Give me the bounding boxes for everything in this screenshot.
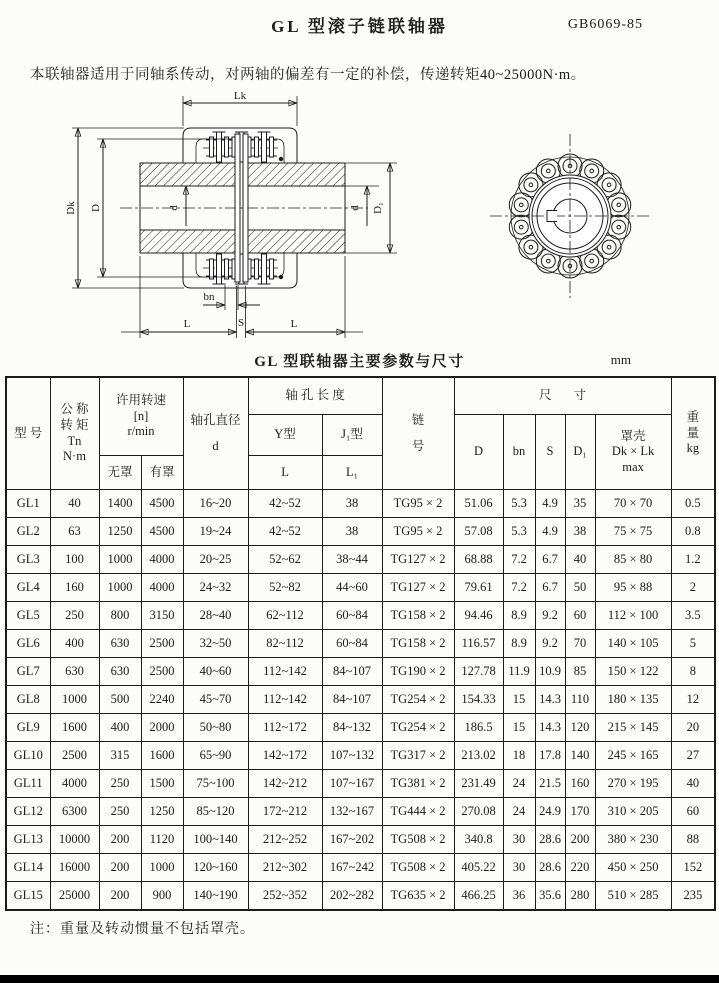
table-cell: 1600 [141, 742, 183, 770]
table-cell: 5.3 [503, 490, 535, 518]
table-row [6, 714, 715, 742]
col-header-bore: 轴孔直径 d [183, 377, 248, 490]
table-cell: 40 [671, 770, 715, 798]
table-cell: 15 [503, 714, 535, 742]
table-cell: 250 [99, 798, 141, 826]
table-cell: 200 [99, 882, 141, 911]
table-cell: 15 [503, 686, 535, 714]
table-cell: 6300 [50, 798, 99, 826]
table-cell: 405.22 [454, 854, 503, 882]
table-cell: 100~140 [183, 826, 248, 854]
table-cell: 400 [50, 630, 99, 658]
table-cell: 510 × 285 [595, 882, 671, 911]
table-cell: 20~25 [183, 546, 248, 574]
table-cell: TG444 × 2 [382, 798, 454, 826]
table-cell: 4.9 [535, 490, 565, 518]
table-cell: 57.08 [454, 518, 503, 546]
dim-label-d-right: d [349, 205, 361, 211]
dim-label-bn: bn [203, 291, 215, 303]
table-cell: GL3 [6, 546, 50, 574]
table-cell: 44~60 [322, 574, 382, 602]
col-header-bn: bn [503, 415, 535, 490]
standard-code: GB6069-85 [567, 17, 643, 32]
table-cell: 500 [99, 686, 141, 714]
table-cell: 630 [50, 658, 99, 686]
table-cell: 0.8 [671, 518, 715, 546]
table-cell: 84~132 [322, 714, 382, 742]
col-header-model: 型 号 [6, 377, 50, 490]
table-cell: 107~167 [322, 770, 382, 798]
table-cell: 94.46 [454, 602, 503, 630]
table-cell: 167~242 [322, 854, 382, 882]
col-header-L1: L₁ [322, 456, 382, 490]
table-cell: 52~82 [248, 574, 322, 602]
table-cell: 32~50 [183, 630, 248, 658]
table-row [6, 630, 715, 658]
table-cell: 8.9 [503, 602, 535, 630]
table-cell: 630 [99, 630, 141, 658]
table-cell: 4500 [141, 490, 183, 518]
dim-label-l-right: L [290, 318, 298, 330]
table-cell: 2000 [141, 714, 183, 742]
table-cell: 200 [99, 826, 141, 854]
table-cell: 252~352 [248, 882, 322, 911]
table-cell: 70 × 70 [595, 490, 671, 518]
table-row [6, 490, 715, 518]
table-cell: 85 [565, 658, 595, 686]
table-cell: 82~112 [248, 630, 322, 658]
parameters-table [5, 376, 716, 911]
table-cell: 112~142 [248, 686, 322, 714]
col-header-dims: 尺寸 [454, 377, 671, 415]
chain-links-bottom [210, 254, 274, 284]
table-cell: 2240 [141, 686, 183, 714]
table-cell: 100 [50, 546, 99, 574]
table-cell: TG254 × 2 [382, 686, 454, 714]
table-cell: TG190 × 2 [382, 658, 454, 686]
table-cell: 1120 [141, 826, 183, 854]
table-cell: 1400 [99, 490, 141, 518]
table-cell: 51.06 [454, 490, 503, 518]
table-cell: 132~167 [322, 798, 382, 826]
table-cell: 10.9 [535, 658, 565, 686]
table-cell: 186.5 [454, 714, 503, 742]
table-cell: 310 × 205 [595, 798, 671, 826]
table-cell: TG127 × 2 [382, 574, 454, 602]
table-cell: TG158 × 2 [382, 630, 454, 658]
table-cell: TG127 × 2 [382, 546, 454, 574]
table-cell: 18 [503, 742, 535, 770]
table-cell: 7.2 [503, 574, 535, 602]
col-header-j1-type: J₁型 [322, 415, 382, 456]
table-cell: 140~190 [183, 882, 248, 911]
table-cell: 24~32 [183, 574, 248, 602]
table-cell: 160 [565, 770, 595, 798]
table-cell: 35 [565, 490, 595, 518]
table-cell: 112 × 100 [595, 602, 671, 630]
col-header-with-cover: 有罩 [141, 456, 183, 490]
table-cell: TG381 × 2 [382, 770, 454, 798]
dim-label-s: S [237, 317, 245, 329]
table-cell: 60 [671, 798, 715, 826]
table-cell: 4000 [141, 546, 183, 574]
table-cell: GL9 [6, 714, 50, 742]
table-row [6, 602, 715, 630]
table-cell: 800 [99, 602, 141, 630]
table-cell: 180 × 135 [595, 686, 671, 714]
table-cell: 14.3 [535, 686, 565, 714]
table-cell: 215 × 145 [595, 714, 671, 742]
table-cell: 38~44 [322, 546, 382, 574]
table-cell: 1000 [99, 574, 141, 602]
col-header-D1: D₁ [565, 415, 595, 490]
table-cell: 170 [565, 798, 595, 826]
table-cell: 167~202 [322, 826, 382, 854]
table-row [6, 770, 715, 798]
table-cell: 200 [99, 854, 141, 882]
table-cell: 1600 [50, 714, 99, 742]
table-cell: GL7 [6, 658, 50, 686]
table-cell: TG317 × 2 [382, 742, 454, 770]
col-header-y-type: Y型 [248, 415, 322, 456]
table-cell: GL1 [6, 490, 50, 518]
table-cell: 1250 [141, 798, 183, 826]
table-cell: 200 [565, 826, 595, 854]
footnote: 注：重量及转动惯量不包括罩壳。 [30, 922, 255, 937]
table-cell: 95 × 88 [595, 574, 671, 602]
table-row [6, 658, 715, 686]
col-header-speed: 许用转速 [n] r/min [99, 377, 183, 456]
table-cell: 38 [322, 490, 382, 518]
table-cell: 84~107 [322, 686, 382, 714]
table-cell: 6.7 [535, 574, 565, 602]
table-cell: 140 × 105 [595, 630, 671, 658]
col-header-bore-length: 轴 孔 长 度 [248, 377, 382, 415]
col-header-L: L [248, 456, 322, 490]
table-cell: 154.33 [454, 686, 503, 714]
table-cell: 85~120 [183, 798, 248, 826]
col-header-S: S [535, 415, 565, 490]
table-cell: 2500 [141, 658, 183, 686]
table-cell: 68.88 [454, 546, 503, 574]
table-row [6, 518, 715, 546]
table-cell: 150 × 122 [595, 658, 671, 686]
table-cell: 466.25 [454, 882, 503, 911]
table-cell: 27 [671, 742, 715, 770]
table-cell: 5.3 [503, 518, 535, 546]
table-cell: 116.57 [454, 630, 503, 658]
table-cell: TG508 × 2 [382, 826, 454, 854]
table-cell: 140 [565, 742, 595, 770]
table-cell: 8.9 [503, 630, 535, 658]
table-cell: 1250 [99, 518, 141, 546]
table-cell: 63 [50, 518, 99, 546]
table-cell: 60 [565, 602, 595, 630]
keyway [547, 211, 557, 222]
table-cell: 50~80 [183, 714, 248, 742]
table-cell: 24 [503, 798, 535, 826]
table-cell: 19~24 [183, 518, 248, 546]
table-cell: 172~212 [248, 798, 322, 826]
table-cell: 75 × 75 [595, 518, 671, 546]
dim-label-lk: Lk [233, 90, 247, 102]
table-cell: GL6 [6, 630, 50, 658]
table-cell: 11.9 [503, 658, 535, 686]
table-cell: 4000 [50, 770, 99, 798]
table-cell: 270 × 195 [595, 770, 671, 798]
table-cell: 65~90 [183, 742, 248, 770]
table-cell: 20 [671, 714, 715, 742]
table-row [6, 854, 715, 882]
table-cell: GL4 [6, 574, 50, 602]
table-cell: 6.7 [535, 546, 565, 574]
table-row [6, 882, 715, 911]
table-cell: 24.9 [535, 798, 565, 826]
table-cell: 380 × 230 [595, 826, 671, 854]
dim-label-d1: D₁ [372, 202, 384, 214]
table-cell: TG95 × 2 [382, 518, 454, 546]
table-row [6, 798, 715, 826]
table-cell: 36 [503, 882, 535, 911]
table-cell: 250 [50, 602, 99, 630]
table-cell: 17.8 [535, 742, 565, 770]
table-cell: 112~142 [248, 658, 322, 686]
table-cell: 60~84 [322, 630, 382, 658]
table-cell: 10000 [50, 826, 99, 854]
table-cell: 1.2 [671, 546, 715, 574]
table-cell: 24 [503, 770, 535, 798]
chain-links-top [210, 132, 274, 162]
table-cell: 21.5 [535, 770, 565, 798]
table-cell: 28.6 [535, 854, 565, 882]
table-cell: 75~100 [183, 770, 248, 798]
table-unit: mm [610, 352, 631, 367]
table-cell: 1000 [99, 546, 141, 574]
table-cell: 14.3 [535, 714, 565, 742]
table-title: GL 型联轴器主要参数与尺寸 [254, 354, 465, 370]
table-cell: 28.6 [535, 826, 565, 854]
table-cell: GL8 [6, 686, 50, 714]
table-cell: 270.08 [454, 798, 503, 826]
table-cell: 30 [503, 854, 535, 882]
col-header-chain: 链 号 [382, 377, 454, 490]
table-row [6, 574, 715, 602]
section-view [65, 90, 397, 338]
intro-text: 本联轴器适用于同轴系传动，对两轴的偏差有一定的补偿，传递转矩40~25000N·m。 [30, 67, 586, 83]
table-cell: 1000 [50, 686, 99, 714]
table-cell: 5 [671, 630, 715, 658]
table-cell: 7.2 [503, 546, 535, 574]
table-cell: 42~52 [248, 518, 322, 546]
table-body [6, 490, 715, 911]
table-cell: 245 × 165 [595, 742, 671, 770]
table-cell: 250 [99, 770, 141, 798]
table-cell: GL15 [6, 882, 50, 911]
table-cell: 85 × 80 [595, 546, 671, 574]
page-bottom-bar [0, 975, 719, 983]
table-cell: 152 [671, 854, 715, 882]
table-cell: 79.61 [454, 574, 503, 602]
table-cell: GL12 [6, 798, 50, 826]
table-cell: 1500 [141, 770, 183, 798]
table-cell: 0.5 [671, 490, 715, 518]
table-cell: 38 [322, 518, 382, 546]
table-cell: 340.8 [454, 826, 503, 854]
dim-label-l-left: L [183, 318, 191, 330]
col-header-weight: 重 量 kg [671, 377, 715, 490]
page-title: GL 型滚子链联轴器 [271, 17, 448, 36]
table-cell: 3150 [141, 602, 183, 630]
technical-drawing [0, 86, 719, 348]
table-cell: 40 [565, 546, 595, 574]
table-cell: 160 [50, 574, 99, 602]
table-cell: 280 [565, 882, 595, 911]
table-cell: 4.9 [535, 518, 565, 546]
table-cell: 35.6 [535, 882, 565, 911]
table-cell: TG635 × 2 [382, 882, 454, 911]
table-cell: 231.49 [454, 770, 503, 798]
table-cell: 52~62 [248, 546, 322, 574]
table-cell: 40~60 [183, 658, 248, 686]
dim-label-d-left: d [168, 205, 180, 211]
table-cell: 4000 [141, 574, 183, 602]
dimension-lines [65, 90, 397, 338]
table-row [6, 742, 715, 770]
table-row [6, 546, 715, 574]
table-cell: 28~40 [183, 602, 248, 630]
table-cell: 202~282 [322, 882, 382, 911]
table-cell: 88 [671, 826, 715, 854]
table-cell: 45~70 [183, 686, 248, 714]
table-cell: 220 [565, 854, 595, 882]
table-cell: TG254 × 2 [382, 714, 454, 742]
end-view [490, 134, 650, 298]
table-cell: 16~20 [183, 490, 248, 518]
col-header-torque: 公 称 转 矩 Tn N·m [50, 377, 99, 490]
table-cell: 9.2 [535, 602, 565, 630]
table-cell: 50 [565, 574, 595, 602]
table-cell: 3.5 [671, 602, 715, 630]
table-cell: 212~252 [248, 826, 322, 854]
table-cell: 40 [50, 490, 99, 518]
table-cell: 120~160 [183, 854, 248, 882]
table-cell: GL10 [6, 742, 50, 770]
table-cell: 212~302 [248, 854, 322, 882]
table-cell: 900 [141, 882, 183, 911]
table-cell: TG508 × 2 [382, 854, 454, 882]
table-cell: 2500 [50, 742, 99, 770]
table-cell: 400 [99, 714, 141, 742]
table-cell: 8 [671, 658, 715, 686]
table-cell: 630 [99, 658, 141, 686]
table-cell: 142~172 [248, 742, 322, 770]
table-cell: 38 [565, 518, 595, 546]
table-cell: 235 [671, 882, 715, 911]
table-cell: TG95 × 2 [382, 490, 454, 518]
table-cell: 112~172 [248, 714, 322, 742]
table-cell: GL13 [6, 826, 50, 854]
table-cell: 450 × 250 [595, 854, 671, 882]
table-cell: 9.2 [535, 630, 565, 658]
dim-label-dk: Dk [65, 201, 77, 215]
table-cell: 213.02 [454, 742, 503, 770]
table-cell: 4500 [141, 518, 183, 546]
table-cell: 120 [565, 714, 595, 742]
table-cell: 2500 [141, 630, 183, 658]
table-cell: 107~132 [322, 742, 382, 770]
table-cell: GL2 [6, 518, 50, 546]
table-cell: 2 [671, 574, 715, 602]
table-cell: 25000 [50, 882, 99, 911]
table-cell: 70 [565, 630, 595, 658]
table-cell: 142~212 [248, 770, 322, 798]
table-cell: 127.78 [454, 658, 503, 686]
table-cell: 60~84 [322, 602, 382, 630]
table-row [6, 826, 715, 854]
table-cell: 62~112 [248, 602, 322, 630]
dim-label-d-outer: D [90, 204, 102, 212]
table-cell: TG158 × 2 [382, 602, 454, 630]
table-cell: GL14 [6, 854, 50, 882]
table-row [6, 686, 715, 714]
table-cell: 12 [671, 686, 715, 714]
table-cell: 84~107 [322, 658, 382, 686]
col-header-no-cover: 无罩 [99, 456, 141, 490]
table-cell: 30 [503, 826, 535, 854]
table-cell: GL5 [6, 602, 50, 630]
col-header-cover: 罩壳 Dk × Lk max [595, 415, 671, 490]
table-cell: 16000 [50, 854, 99, 882]
table-cell: 110 [565, 686, 595, 714]
table-cell: 1000 [141, 854, 183, 882]
table-cell: 42~52 [248, 490, 322, 518]
table-cell: GL11 [6, 770, 50, 798]
table-cell: 315 [99, 742, 141, 770]
col-header-D: D [454, 415, 503, 490]
